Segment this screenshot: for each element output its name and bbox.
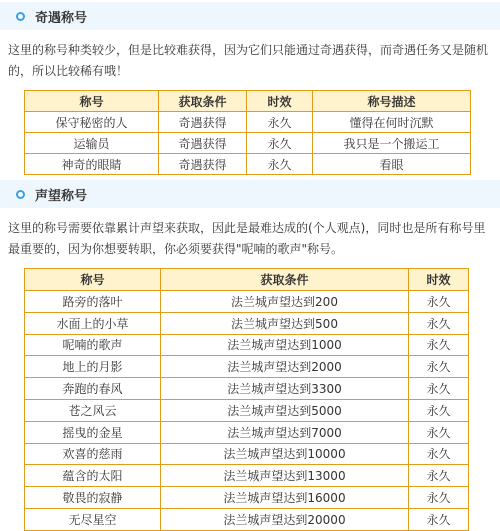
table-cell: 法兰城声望达到1000 bbox=[161, 334, 409, 356]
table-row bbox=[25, 312, 469, 334]
table-cell: 永久 bbox=[409, 356, 469, 378]
table-header-row bbox=[25, 91, 471, 112]
table-cell: 呢喃的歌声 bbox=[25, 334, 161, 356]
column-header: 称号 bbox=[25, 91, 159, 112]
column-header: 时效 bbox=[247, 91, 313, 112]
table-cell: 苍之风云 bbox=[25, 399, 161, 421]
table-cell: 永久 bbox=[409, 378, 469, 400]
table-cell: 永久 bbox=[247, 112, 313, 133]
table-row bbox=[25, 465, 469, 487]
table-header-row bbox=[25, 269, 469, 291]
column-header: 获取条件 bbox=[161, 269, 409, 291]
table-cell: 奇遇获得 bbox=[159, 112, 247, 133]
table-row bbox=[25, 443, 469, 465]
table-cell: 法兰城声望达到7000 bbox=[161, 421, 409, 443]
table-cell: 看眼 bbox=[313, 154, 471, 175]
table-row bbox=[25, 356, 469, 378]
table-cell: 水面上的小草 bbox=[25, 312, 161, 334]
table-cell: 地上的月影 bbox=[25, 356, 161, 378]
section-header-reputation-titles bbox=[0, 180, 500, 208]
column-header: 获取条件 bbox=[159, 91, 247, 112]
table-cell: 法兰城声望达到3300 bbox=[161, 378, 409, 400]
table-row bbox=[25, 421, 469, 443]
section-paragraph: 这里的称号需要依靠累计声望来获取，因此是最难达成的(个人观点)，同时也是所有称号里最重要的，因为你想要转职，你必须要获得"呢喃的歌声"称号。 bbox=[8, 221, 486, 256]
table-cell: 懂得在何时沉默 bbox=[313, 112, 471, 133]
table-cell: 永久 bbox=[409, 421, 469, 443]
table-cell: 我只是一个搬运工 bbox=[313, 133, 471, 154]
table-cell: 法兰城声望达到5000 bbox=[161, 399, 409, 421]
column-header: 时效 bbox=[409, 269, 469, 291]
table-cell: 法兰城声望达到20000 bbox=[161, 508, 409, 530]
table-cell: 奇遇获得 bbox=[159, 133, 247, 154]
reputation-titles-table bbox=[24, 268, 469, 531]
column-header: 称号描述 bbox=[313, 91, 471, 112]
table-cell: 神奇的眼睛 bbox=[25, 154, 159, 175]
table-row bbox=[25, 133, 471, 154]
table-row bbox=[25, 378, 469, 400]
table-cell: 法兰城声望达到10000 bbox=[161, 443, 409, 465]
section-paragraph: 这里的称号种类较少，但是比较难获得，因为它们只能通过奇遇获得，而奇遇任务又是随机的，所以比较稀有哦！ bbox=[8, 43, 489, 78]
table-cell: 永久 bbox=[247, 154, 313, 175]
table-cell: 永久 bbox=[409, 312, 469, 334]
encounter-titles-table bbox=[24, 90, 471, 175]
table-cell: 敬畏的寂静 bbox=[25, 487, 161, 509]
circle-bullet-icon bbox=[16, 190, 25, 199]
section-title: 奇遇称号 bbox=[35, 10, 88, 26]
table-cell: 保守秘密的人 bbox=[25, 112, 159, 133]
table-cell: 法兰城声望达到500 bbox=[161, 312, 409, 334]
table-row bbox=[25, 399, 469, 421]
table-cell: 法兰城声望达到2000 bbox=[161, 356, 409, 378]
table-cell: 欢喜的慈雨 bbox=[25, 443, 161, 465]
table-cell: 法兰城声望达到16000 bbox=[161, 487, 409, 509]
table-cell: 永久 bbox=[409, 291, 469, 313]
table-cell: 奇遇获得 bbox=[159, 154, 247, 175]
table-cell: 运输员 bbox=[25, 133, 159, 154]
circle-bullet-icon bbox=[16, 12, 25, 21]
table-row bbox=[25, 508, 469, 530]
table-cell: 永久 bbox=[247, 133, 313, 154]
table-cell: 路旁的落叶 bbox=[25, 291, 161, 313]
table-row bbox=[25, 334, 469, 356]
table-cell: 永久 bbox=[409, 487, 469, 509]
table-cell: 永久 bbox=[409, 443, 469, 465]
table-cell: 永久 bbox=[409, 334, 469, 356]
section-header-encounter-titles bbox=[0, 2, 500, 30]
table-row bbox=[25, 154, 471, 175]
table-row bbox=[25, 487, 469, 509]
section-title: 声望称号 bbox=[35, 188, 88, 204]
table-cell: 无尽星空 bbox=[25, 508, 161, 530]
table-cell: 永久 bbox=[409, 508, 469, 530]
table-row bbox=[25, 291, 469, 313]
table-cell: 永久 bbox=[409, 465, 469, 487]
table-cell: 永久 bbox=[409, 399, 469, 421]
table-cell: 法兰城声望达到13000 bbox=[161, 465, 409, 487]
table-row bbox=[25, 112, 471, 133]
column-header: 称号 bbox=[25, 269, 161, 291]
table-cell: 奔跑的春风 bbox=[25, 378, 161, 400]
table-cell: 法兰城声望达到200 bbox=[161, 291, 409, 313]
table-cell: 摇曳的金星 bbox=[25, 421, 161, 443]
table-cell: 蕴含的太阳 bbox=[25, 465, 161, 487]
